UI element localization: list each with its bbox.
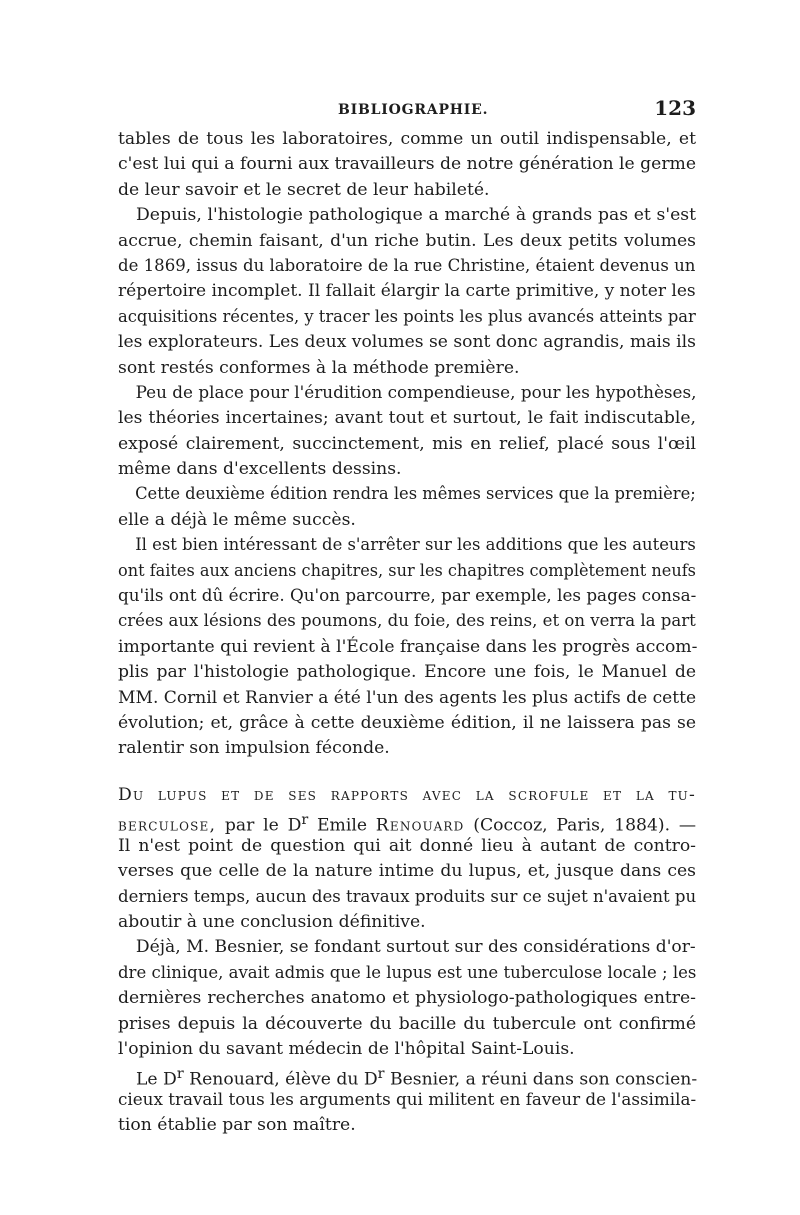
text-line: importante qui revient à l'École française dans les progrès accom- bbox=[118, 636, 698, 657]
text-line: aboutir à une conclusion définitive. bbox=[118, 911, 426, 932]
text-line: crées aux lésions des poumons, du foie, des reins, et on verra la part bbox=[118, 611, 696, 632]
text-line: accrue, chemin faisant, d'un riche butin. Les deux petits volumes bbox=[118, 230, 696, 251]
title-sup: r bbox=[377, 1066, 385, 1083]
text-line: dre clinique, avait admis que le lupus est une tuberculose locale ; les bbox=[118, 962, 697, 983]
text-line: exposé clairement, succinctement, mis en relief, placé sous l'œil bbox=[118, 433, 696, 454]
review-cornil-ranvier bbox=[118, 127, 696, 762]
text-line: tables de tous les laboratoires, comme un outil indispensable, et bbox=[118, 129, 696, 149]
text-line: répertoire incomplet. Il fallait élargir la carte primitive, y noter les bbox=[118, 281, 696, 302]
text-line: de 1869, issus du laboratoire de la rue Christine, étaient devenus un bbox=[118, 255, 696, 276]
review-title-end: berculose, bbox=[118, 816, 217, 837]
author-prefix: par le D bbox=[216, 816, 302, 837]
review-title-line: Du lupus et de ses rapports avec la scrofule et la tu- bbox=[118, 785, 696, 805]
text-line: Déjà, M. Besnier, se fondant surtout sur des considérations d'or- bbox=[135, 937, 696, 958]
author-title-sup: r bbox=[301, 812, 309, 829]
text-line: l'opinion du savant médecin de l'hôpital Saint-Louis. bbox=[118, 1038, 575, 1059]
text-line: c'est lui qui a fourni aux travailleurs de notre génération le germe bbox=[118, 154, 697, 175]
text-line: ralentir son impulsion féconde. bbox=[118, 738, 390, 759]
author-last-name: Renouard bbox=[375, 816, 465, 837]
page-number: 123 bbox=[654, 96, 696, 120]
running-head bbox=[118, 96, 696, 122]
review-renouard-lupus bbox=[118, 783, 696, 1138]
text-line: derniers temps, aucun des travaux produits sur ce sujet n'avaient pu bbox=[118, 886, 697, 907]
text-line: qu'ils ont dû écrire. Qu'on parcourre, par exemple, les pages consa- bbox=[118, 586, 697, 607]
text-line: elle a déjà le même succès. bbox=[118, 509, 356, 530]
text-line: Il est bien intéressant de s'arrêter sur les additions que les auteurs bbox=[135, 535, 696, 556]
running-head-title: BIBLIOGRAPHIE. bbox=[338, 102, 489, 118]
text-fragment: Renouard, élève du D bbox=[183, 1070, 378, 1091]
text-line: évolution; et, grâce à cette deuxième édition, il ne laissera pas se bbox=[118, 712, 696, 733]
text-line: Depuis, l'histologie pathologique a marché à grands pas et s'est bbox=[136, 205, 696, 226]
text-line: MM. Cornil et Ranvier a été l'un des agents les plus actifs de cette bbox=[118, 687, 697, 708]
title-sup: r bbox=[176, 1066, 184, 1083]
text-line: ont faites aux anciens chapitres, sur les chapitres complètement neufs bbox=[118, 560, 696, 581]
text-line: de leur savoir et le secret de leur habileté. bbox=[118, 179, 490, 200]
review-citation-line bbox=[118, 808, 697, 837]
text-line: Cette deuxième édition rendra les mêmes services que la première; bbox=[135, 484, 696, 505]
text-line: les théories incertaines; avant tout et surtout, le fait indiscutable, bbox=[118, 408, 696, 429]
text-line: cieux travail tous les arguments qui militent en faveur de l'assimila- bbox=[118, 1089, 697, 1110]
text-line: prises depuis la découverte du bacille du tubercule ont confirmé bbox=[118, 1013, 696, 1034]
text-fragment: Le D bbox=[136, 1070, 177, 1091]
text-line: Peu de place pour l'érudition compendieuse, pour les hypothèses, bbox=[135, 382, 697, 403]
text-line: même dans d'excellents dessins. bbox=[118, 459, 402, 480]
text-line: plis par l'histologie pathologique. Encore une fois, le Manuel de bbox=[118, 662, 696, 683]
text-line: sont restés conformes à la méthode première. bbox=[118, 357, 520, 378]
text-line: tion établie par son maître. bbox=[118, 1115, 356, 1136]
text-line: acquisitions récentes, y tracer les points les plus avancés atteints par bbox=[118, 306, 696, 327]
publisher-info: (Coccoz, Paris, 1884). — bbox=[464, 816, 697, 837]
text-line: les explorateurs. Les deux volumes se sont donc agrandis, mais ils bbox=[118, 332, 696, 353]
text-line: verses que celle de la nature intime du lupus, et, jusque dans ces bbox=[118, 861, 696, 882]
text-line: Il n'est point de question qui ait donné lieu à autant de contro- bbox=[118, 835, 696, 856]
text-line: dernières recherches anatomo et physiologo-pathologiques entre- bbox=[118, 988, 696, 1009]
text-line bbox=[118, 1062, 698, 1091]
text-fragment: Besnier, a réuni dans son conscien- bbox=[384, 1070, 698, 1091]
author-first-name: Emile bbox=[308, 816, 376, 837]
